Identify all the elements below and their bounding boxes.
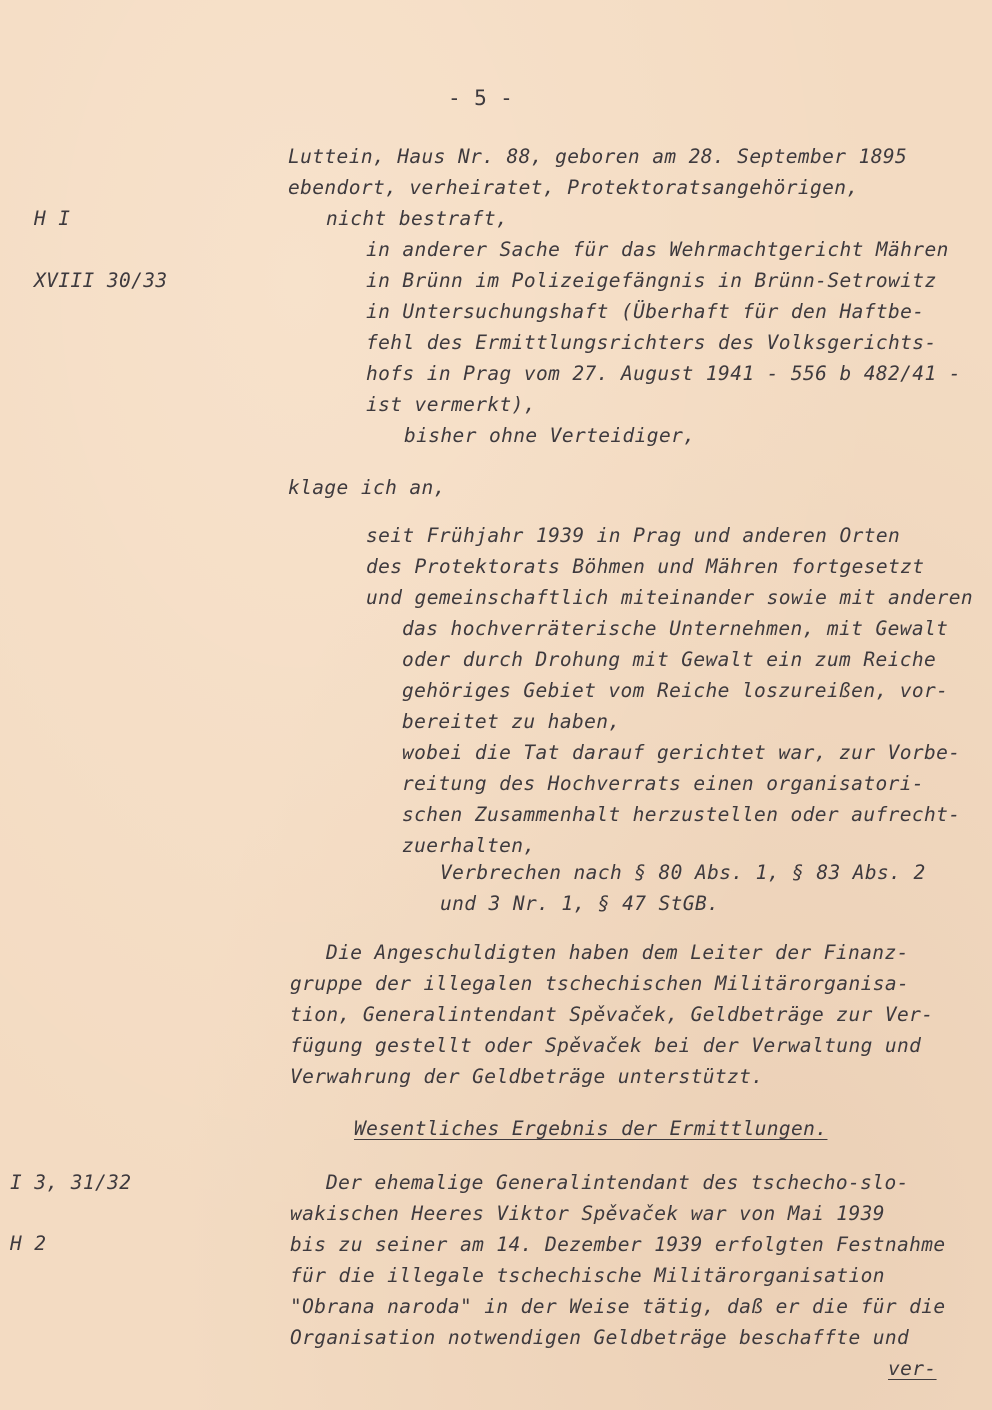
margin-note-h2: H 2 <box>10 1232 47 1255</box>
text-line: in anderer Sache für das Wehrmachtgericht Mähren <box>366 238 949 261</box>
text-line: in Brünn im Polizeigefängnis in Brünn-Setrowitz <box>366 269 937 292</box>
text-line: Organisation notwendigen Geldbeträge beschaffte und <box>290 1326 910 1349</box>
text-line: ebendort, verheiratet, Protektoratsangehörigen, <box>288 176 859 199</box>
text-line: hofs in Prag vom 27. August 1941 - 556 b 482/41 - <box>366 362 961 385</box>
continuation-word: ver- <box>888 1357 937 1380</box>
text-line: das hochverräterische Unternehmen, mit Gewalt <box>402 617 949 640</box>
page-number: - 5 - <box>448 86 514 110</box>
text-line: oder durch Drohung mit Gewalt ein zum Reiche <box>402 648 937 671</box>
text-line: Verwahrung der Geldbeträge unterstützt. <box>290 1065 764 1088</box>
text-line: für die illegale tschechische Militärorganisation <box>290 1264 885 1287</box>
margin-note-hi: H I <box>34 207 71 230</box>
text-line: fügung gestellt oder Spěvaček bei der Verwaltung und <box>290 1034 922 1057</box>
text-line: ist vermerkt), <box>366 393 536 416</box>
text-line: gehöriges Gebiet vom Reiche loszureißen, vor- <box>402 679 949 702</box>
text-line: "Obrana naroda" in der Weise tätig, daß er die für die <box>290 1295 946 1318</box>
text-line: in Untersuchungshaft (Überhaft für den Haftbe- <box>366 300 925 323</box>
text-line: gruppe der illegalen tschechischen Militärorganisa- <box>290 972 910 995</box>
text-line: tion, Generalintendant Spěvaček, Geldbeträge zur Ver- <box>290 1003 934 1026</box>
text-line: bereitet zu haben, <box>402 710 621 733</box>
text-line: Verbrechen nach § 80 Abs. 1, § 83 Abs. 2 <box>440 861 926 884</box>
text-line: seit Frühjahr 1939 in Prag und anderen Orten <box>366 524 901 547</box>
text-line: reitung des Hochverrats einen organisatori- <box>402 772 925 795</box>
text-line: zuerhalten, <box>402 834 536 857</box>
text-line: bis zu seiner am 14. Dezember 1939 erfolgten Festnahme <box>290 1233 946 1256</box>
margin-note-i3: I 3, 31/32 <box>10 1171 132 1194</box>
section-heading: Wesentliches Ergebnis der Ermittlungen. <box>354 1117 828 1140</box>
text-line: und gemeinschaftlich miteinander sowie mit anderen <box>366 586 973 609</box>
text-line: nicht bestraft, <box>326 207 509 230</box>
text-line: und 3 Nr. 1, § 47 StGB. <box>440 892 720 915</box>
text-line: wakischen Heeres Viktor Spěvaček war von Mai 1939 <box>290 1202 885 1225</box>
text-line: schen Zusammenhalt herzustellen oder aufrecht- <box>402 803 961 826</box>
text-line: wobei die Tat darauf gerichtet war, zur Vorbe- <box>402 741 961 764</box>
text-line: Luttein, Haus Nr. 88, geboren am 28. September 1895 <box>288 145 908 168</box>
text-line: des Protektorats Böhmen und Mähren fortgesetzt <box>366 555 925 578</box>
text-line: fehl des Ermittlungsrichters des Volksgerichts- <box>366 331 937 354</box>
margin-note-case-ref: XVIII 30/33 <box>34 269 168 292</box>
text-line: Die Angeschuldigten haben dem Leiter der Finanz- <box>326 941 909 964</box>
text-line: bisher ohne Verteidiger, <box>404 424 696 447</box>
text-line: klage ich an, <box>288 476 446 499</box>
text-line: Der ehemalige Generalintendant des tschecho-slo- <box>326 1171 909 1194</box>
